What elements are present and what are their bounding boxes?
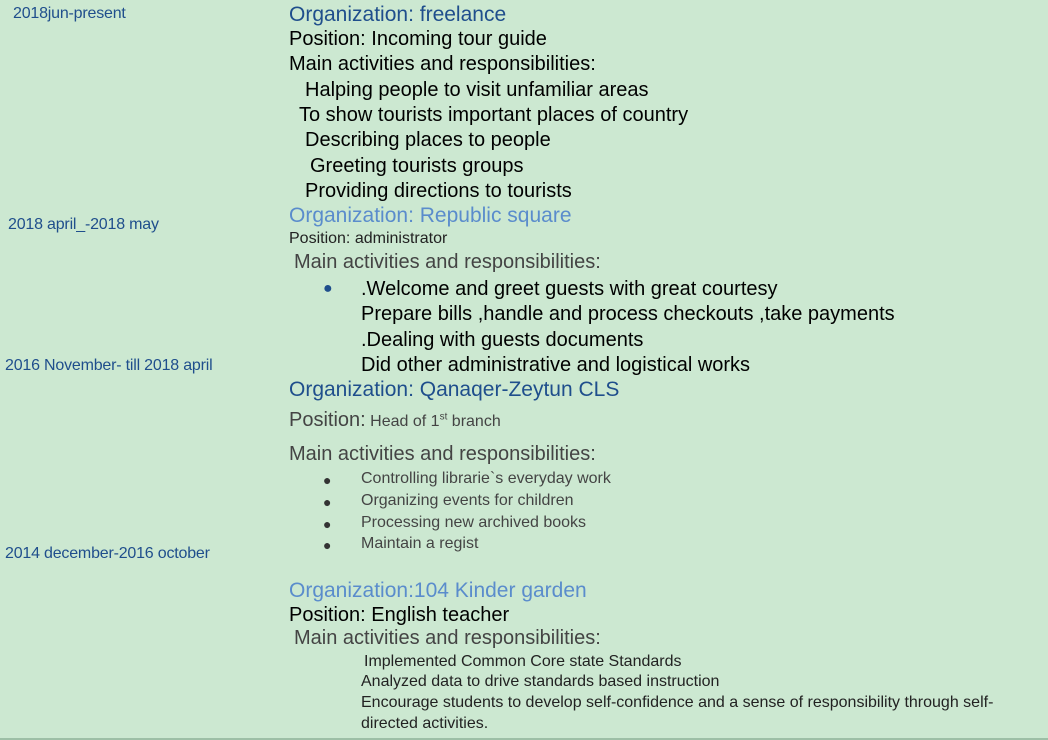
- job2-main-heading: Main activities and responsibilities:: [294, 251, 601, 273]
- job2-item: Prepare bills ,handle and process checkouts ,take payments: [361, 303, 895, 325]
- job3-item: Controlling librarie`s everyday work: [361, 470, 611, 487]
- job2-organization: Organization: Republic square: [289, 204, 572, 227]
- bullet-icon: ●: [323, 280, 333, 297]
- job1-item: To show tourists important places of country: [299, 104, 689, 126]
- date-job3: 2016 November- till 2018 april: [5, 357, 213, 374]
- job1-item: Providing directions to tourists: [305, 180, 572, 202]
- bullet-icon: ●: [323, 494, 332, 510]
- job4-item: Analyzed data to drive standards based instruction: [361, 673, 720, 690]
- job2-item: .Welcome and greet guests with great courtesy: [361, 278, 778, 300]
- job1-item: Greeting tourists groups: [310, 155, 524, 177]
- job1-organization: Organization: freelance: [289, 3, 507, 26]
- job4-main-heading: Main activities and responsibilities:: [294, 627, 601, 649]
- bullet-icon: ●: [323, 537, 332, 553]
- date-job2: 2018 april_-2018 may: [8, 216, 159, 233]
- job1-item: Halping people to visit unfamiliar areas: [305, 79, 649, 101]
- bullet-icon: ●: [323, 516, 332, 532]
- job1-position: Position: Incoming tour guide: [289, 28, 547, 50]
- job3-item: Organizing events for children: [361, 492, 574, 509]
- job2-position: Position: administrator: [289, 230, 448, 247]
- job3-position-label: Position:: [289, 409, 366, 431]
- job4-item: Implemented Common Core state Standards: [364, 653, 682, 670]
- job2-item: Did other administrative and logistical works: [361, 354, 751, 376]
- job3-main-heading: Main activities and responsibilities:: [289, 443, 596, 465]
- date-job1: 2018jun-present: [13, 5, 126, 22]
- job4-item: directed activities.: [361, 715, 489, 732]
- job4-position: Position: English teacher: [289, 604, 510, 626]
- job3-organization: Organization: Qanaqer-Zeytun CLS: [289, 378, 620, 401]
- job1-main-heading: Main activities and responsibilities:: [289, 53, 596, 75]
- job1-item: Describing places to people: [305, 129, 551, 151]
- job4-item: Encourage students to develop self-confidence and a sense of responsibility through self-: [361, 694, 994, 711]
- job3-item: Processing new archived books: [361, 514, 587, 531]
- job2-item: .Dealing with guests documents: [361, 329, 644, 351]
- job3-position-value: Head of 1st branch: [370, 411, 501, 430]
- job3-item: Maintain a regist: [361, 535, 479, 552]
- job4-organization: Organization:104 Kinder garden: [289, 579, 587, 602]
- bullet-icon: ●: [323, 472, 332, 488]
- job3-position: [289, 409, 501, 432]
- date-job4: 2014 december-2016 october: [5, 545, 210, 562]
